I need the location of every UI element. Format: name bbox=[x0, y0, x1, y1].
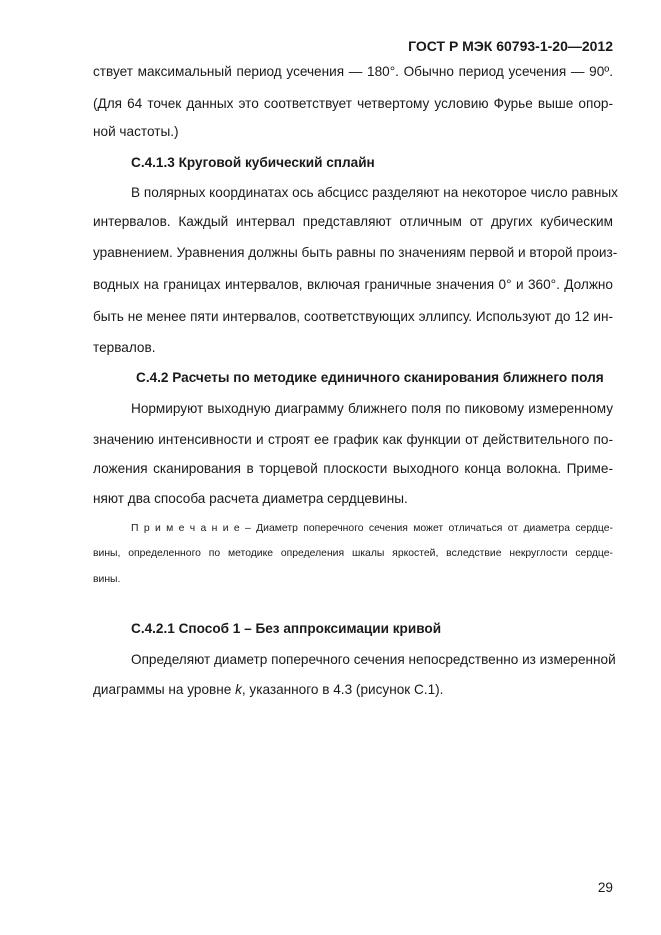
paragraph-2-line-3: уравнением. Уравнения должны быть равны по значениям первой и второй произ- bbox=[93, 245, 618, 260]
paragraph-2-line-2: интервалов. Каждый интервал представляют отличным от других кубическим bbox=[93, 214, 613, 229]
paragraph-2-line-4: водных на границах интервалов, включая граничные значения 0° и 360°. Должно bbox=[93, 277, 613, 292]
paragraph-3-line-4: няют два способа расчета диаметра сердцевины. bbox=[93, 491, 408, 506]
note-line-1: П р и м е ч а н и е – Диаметр поперечного сечения может отличаться от диаметра сердце- bbox=[131, 523, 613, 534]
paragraph-4-text-after: , указанного в 4.3 (рисунок С.1). bbox=[241, 682, 444, 697]
paragraph-3-line-1: Нормируют выходную диаграмму ближнего поля по пиковому измеренному bbox=[131, 401, 613, 416]
paragraph-3-line-3: ложения сканирования в торцевой плоскости выходного конца волокна. Приме- bbox=[93, 461, 613, 476]
paragraph-4-text-before: диаграммы на уровне bbox=[93, 682, 236, 697]
page-number: 29 bbox=[597, 880, 613, 895]
note-line-3: вины. bbox=[93, 574, 121, 585]
paragraph-2-line-1: В полярных координатах ось абсцисс разделяют на некоторое число равных bbox=[131, 185, 618, 200]
paragraph-4-line-1: Определяют диаметр поперечного сечения непосредственно из измеренной bbox=[131, 652, 616, 667]
section-heading-c413: С.4.1.3 Круговой кубический сплайн bbox=[131, 155, 375, 170]
paragraph-1-line-1: ствует максимальный период усечения — 180°. Обычно период усечения — 90º. bbox=[93, 64, 613, 79]
paragraph-1-line-2: (Для 64 точек данных это соответствует четвертому условию Фурье выше опор- bbox=[93, 96, 613, 111]
level-variable-k: k bbox=[235, 682, 242, 697]
paragraph-2-line-6: тервалов. bbox=[93, 340, 156, 355]
paragraph-4-line-2 bbox=[93, 682, 613, 698]
document-header: ГОСТ Р МЭК 60793-1-20—2012 bbox=[408, 38, 613, 54]
paragraph-1-line-3: ной частоты.) bbox=[93, 124, 179, 139]
paragraph-2-line-5: быть не менее пяти интервалов, соответствующих эллипсу. Используют до 12 ин- bbox=[93, 309, 613, 324]
section-heading-c42: С.4.2 Расчеты по методике единичного сканирования ближнего поля bbox=[136, 370, 604, 385]
section-heading-c421: С.4.2.1 Способ 1 – Без аппроксимации кривой bbox=[131, 621, 442, 636]
paragraph-3-line-2: значению интенсивности и строят ее график как функции от действительного по- bbox=[93, 432, 613, 447]
note-line-2: вины, определенного по методике определения шкалы яркостей, вследствие некруглости сердце- bbox=[93, 548, 613, 559]
